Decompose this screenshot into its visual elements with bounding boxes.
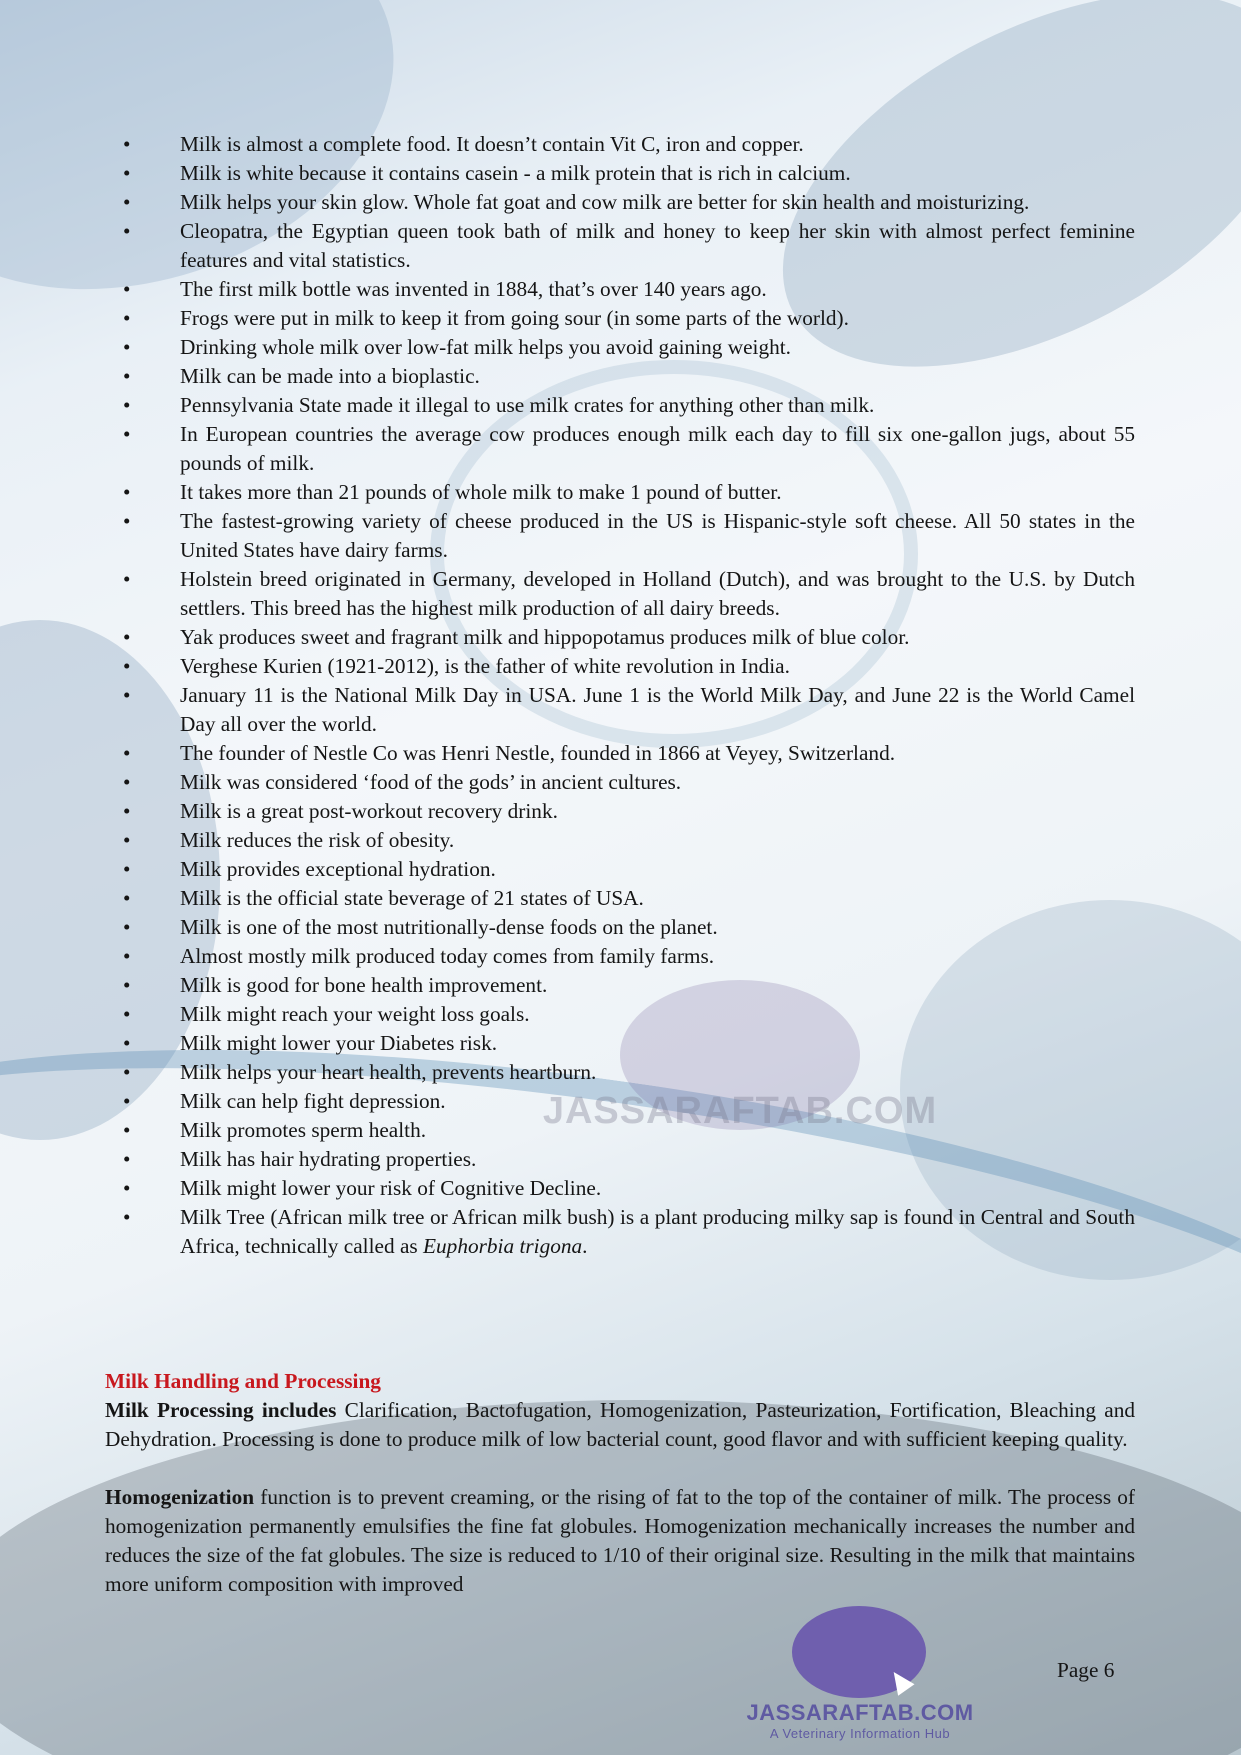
list-item-text: Milk might reach your weight loss goals. <box>180 1002 530 1026</box>
bullet-icon: • <box>123 306 131 330</box>
list-item-text: It takes more than 21 pounds of whole milk to make 1 pound of butter. <box>180 480 782 504</box>
processing-section <box>105 1367 1135 1599</box>
bullet-icon: • <box>123 422 131 446</box>
bullet-icon: • <box>123 1118 131 1142</box>
list-item-text: Milk is the official state beverage of 21 states of USA. <box>180 886 644 910</box>
bullet-icon: • <box>123 741 131 765</box>
list-item <box>105 1174 1135 1203</box>
list-item-text: Holstein breed originated in Germany, developed in Holland (Dutch), and was brought to the U.S. by Dutch settlers. This breed has the highest milk production of all dairy breeds. <box>180 567 1135 620</box>
watermark-url: JASSARAFTAB.COM <box>542 1090 938 1132</box>
list-item <box>105 826 1135 855</box>
bullet-icon: • <box>123 1089 131 1113</box>
list-item-text: In European countries the average cow produces enough milk each day to fill six one-gallon jugs, about 55 pounds of milk. <box>180 422 1135 475</box>
list-item <box>105 478 1135 507</box>
bullet-icon: • <box>123 973 131 997</box>
list-item-text: Milk might lower your Diabetes risk. <box>180 1031 498 1055</box>
list-item-text: Milk might lower your risk of Cognitive Decline. <box>180 1176 602 1200</box>
list-item <box>105 942 1135 971</box>
list-item <box>105 1116 1135 1145</box>
list-item-text: Milk is a great post-workout recovery drink. <box>180 799 558 823</box>
bullet-icon: • <box>123 335 131 359</box>
list-item <box>105 1000 1135 1029</box>
list-item-text: Milk Tree (African milk tree or African milk bush) is a plant producing milky sap is found in Central and South Africa, technically called as <box>180 1205 1135 1258</box>
bullet-icon: • <box>123 190 131 214</box>
bullet-icon: • <box>123 683 131 707</box>
list-item-text: Milk is almost a complete food. It doesn’t contain Vit C, iron and copper. <box>180 132 804 156</box>
bullet-icon: • <box>123 770 131 794</box>
list-item-text: Milk can be made into a bioplastic. <box>180 364 480 388</box>
list-item <box>105 420 1135 478</box>
paragraph-text: Clarification, Bactofugation, Homogenization, Pasteurization, Fortification, Bleaching and Dehydration. Processing is done to produce milk of low bacterial count, good flavor and with sufficient keeping quality. <box>105 1398 1135 1451</box>
bullet-icon: • <box>123 393 131 417</box>
bullet-icon: • <box>123 364 131 388</box>
list-item <box>105 362 1135 391</box>
list-item-text: Milk helps your skin glow. Whole fat goat and cow milk are better for skin health and moisturizing. <box>180 190 1030 214</box>
list-item-text: Cleopatra, the Egyptian queen took bath of milk and honey to keep her skin with almost perfect feminine features and vital statistics. <box>180 219 1135 272</box>
list-item <box>105 304 1135 333</box>
list-item <box>105 913 1135 942</box>
list-item-text: Milk provides exceptional hydration. <box>180 857 496 881</box>
bullet-icon: • <box>123 625 131 649</box>
list-item <box>105 188 1135 217</box>
bullet-icon: • <box>123 480 131 504</box>
paragraph-homogenization <box>105 1483 1135 1599</box>
list-item-text: Milk can help fight depression. <box>180 1089 446 1113</box>
bullet-icon: • <box>123 654 131 678</box>
list-item-text: Yak produces sweet and fragrant milk and hippopotamus produces milk of blue color. <box>180 625 910 649</box>
list-item <box>105 681 1135 739</box>
list-item <box>105 391 1135 420</box>
list-item-text: Drinking whole milk over low-fat milk helps you avoid gaining weight. <box>180 335 792 359</box>
paragraph-text: function is to prevent creaming, or the rising of fat to the top of the container of milk. The process of homogenization permanently emulsifies the fine fat globules. Homogenization mechanically increases the number and reduces the size of the fat globules. The size is reduced to 1/10 of their original size. Resulting in the milk that maintains more uniform composition with improved <box>105 1485 1135 1596</box>
list-item <box>105 1029 1135 1058</box>
list-item <box>105 1145 1135 1174</box>
list-item <box>105 507 1135 565</box>
list-item-text: Milk is white because it contains casein - a milk protein that is rich in calcium. <box>180 161 851 185</box>
bullet-icon: • <box>123 799 131 823</box>
list-item-text: Frogs were put in milk to keep it from going sour (in some parts of the world). <box>180 306 849 330</box>
bullet-icon: • <box>123 857 131 881</box>
list-item-text: Milk is good for bone health improvement. <box>180 973 548 997</box>
list-item <box>105 855 1135 884</box>
list-item-text: Milk has hair hydrating properties. <box>180 1147 477 1171</box>
logo-tagline: A Veterinary Information Hub <box>769 1726 951 1741</box>
list-item <box>105 159 1135 188</box>
paragraph-processing <box>105 1396 1135 1454</box>
bullet-icon: • <box>123 886 131 910</box>
list-item-text: Milk reduces the risk of obesity. <box>180 828 455 852</box>
site-logo <box>740 1606 980 1746</box>
list-item-text: The founder of Nestle Co was Henri Nestle, founded in 1866 at Veyey, Switzerland. <box>180 741 896 765</box>
list-item <box>105 275 1135 304</box>
bold-term: Homogenization <box>105 1485 255 1509</box>
bullet-icon: • <box>123 509 131 533</box>
list-item <box>105 971 1135 1000</box>
list-item <box>105 797 1135 826</box>
bullet-icon: • <box>123 132 131 156</box>
list-item-text: The fastest-growing variety of cheese produced in the US is Hispanic-style soft cheese. All 50 states in the United States have dairy farms. <box>180 509 1135 562</box>
list-item <box>105 652 1135 681</box>
bullet-icon: • <box>123 1060 131 1084</box>
bullet-icon: • <box>123 915 131 939</box>
list-item <box>105 1058 1135 1087</box>
bold-term: Milk Processing includes <box>105 1398 337 1422</box>
list-item <box>105 884 1135 913</box>
bullet-icon: • <box>123 219 131 243</box>
bullet-icon: • <box>123 1031 131 1055</box>
bullet-icon: • <box>123 161 131 185</box>
page-number: Page 6 <box>1057 1658 1115 1682</box>
list-item <box>105 1203 1135 1261</box>
list-item-text: Verghese Kurien (1921-2012), is the father of white revolution in India. <box>180 654 790 678</box>
list-item-text: January 11 is the National Milk Day in USA. June 1 is the World Milk Day, and June 22 is the World Camel Day all over the world. <box>180 683 1135 736</box>
list-item <box>105 333 1135 362</box>
bullet-icon: • <box>123 1002 131 1026</box>
list-item-text: Milk was considered ‘food of the gods’ in ancient cultures. <box>180 770 682 794</box>
list-item <box>105 217 1135 275</box>
bullet-icon: • <box>123 944 131 968</box>
list-item-text: Milk is one of the most nutritionally-dense foods on the planet. <box>180 915 718 939</box>
list-item-text: Pennsylvania State made it illegal to use milk crates for anything other than milk. <box>180 393 875 417</box>
list-item <box>105 130 1135 159</box>
milk-facts-list <box>105 130 1135 1261</box>
scientific-name: Euphorbia trigona <box>423 1234 583 1258</box>
section-heading: Milk Handling and Processing <box>105 1369 381 1393</box>
list-item <box>105 1087 1135 1116</box>
bullet-icon: • <box>123 828 131 852</box>
bullet-icon: • <box>123 567 131 591</box>
bullet-icon: • <box>123 277 131 301</box>
list-item <box>105 623 1135 652</box>
list-item-text: The first milk bottle was invented in 1884, that’s over 140 years ago. <box>180 277 767 301</box>
list-item-end: . <box>582 1234 588 1258</box>
list-item <box>105 739 1135 768</box>
list-item-text: Almost mostly milk produced today comes from family farms. <box>180 944 715 968</box>
bullet-icon: • <box>123 1147 131 1171</box>
list-item-text: Milk promotes sperm health. <box>180 1118 427 1142</box>
list-item <box>105 768 1135 797</box>
bullet-icon: • <box>123 1176 131 1200</box>
bullet-icon: • <box>123 1205 131 1229</box>
logo-name: JASSARAFTAB.COM <box>746 1700 974 1725</box>
list-item <box>105 565 1135 623</box>
list-item-text: Milk helps your heart health, prevents heartburn. <box>180 1060 597 1084</box>
